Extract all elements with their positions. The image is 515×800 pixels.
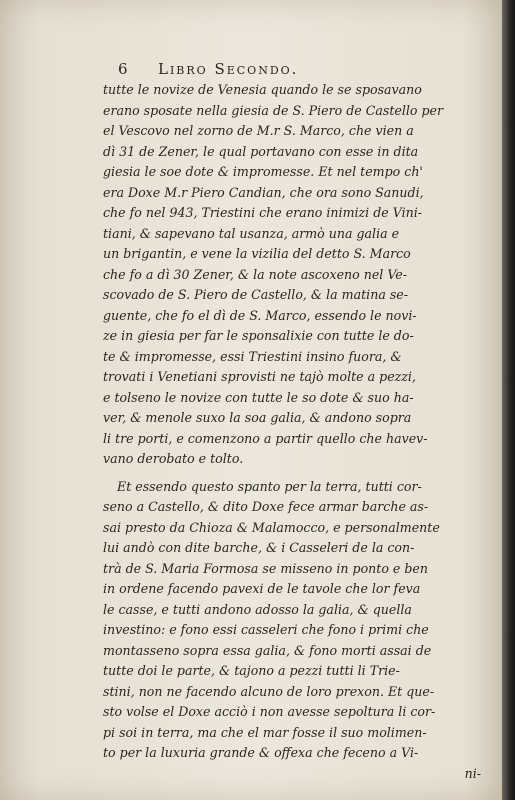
text-line: erano sposate nella giesia de S. Piero de Castello per [103,102,444,118]
text-line: investino: e fono essi casseleri che fono i primi che [103,622,429,637]
text-line: el Vescovo nel zorno de M.r S. Marco, che vien a [103,123,414,138]
text-line: giesia le soe dote & impromesse. Et nel tempo ch' [103,164,423,179]
text-line: trà de S. Maria Formosa se misseno in ponto e ben [103,560,428,576]
text-line: stini, non ne facendo alcuno de loro prexon. Et que- [103,683,435,699]
text-line: tutte doi le parte, & tajono a pezzi tutti li Trie- [103,663,400,678]
text-line: te & impromesse, essi Triestini insino fuora, & [103,348,402,364]
text-line: vano derobato e tolto. [103,451,244,466]
text-line: tiani, & sapevano tal usanza, armò una galia e [103,225,400,241]
text-line: sto volse el Doxe acciò i non avesse sepoltura li cor- [103,704,436,719]
text-line: ver, & menole suxo la soa galia, & andono sopra [103,410,412,425]
running-title: Libro Secondo. [158,60,299,78]
text-line: trovati i Venetiani sprovisti ne tajò molte a pezzi, [103,369,416,384]
text-line: un brigantin, e vene la vizilia del detto S. Marco [103,246,411,261]
text-line: lui andò con dite barche, & i Casseleri de la con- [103,540,415,555]
text-line: e tolseno le novize con tutte le so dote & suo ha- [103,389,414,405]
text-line: Et essendo questo spanto per la terra, tutti cor- [117,478,422,494]
text-line: ze in giesia per far le sponsalixie con tutte le do- [103,328,414,343]
text-line: era Doxe M.r Piero Candian, che ora sono Sanudi, [103,184,424,200]
book-gutter-shadow [502,0,515,800]
text-line: dì 31 de Zener, le qual portavano con esse in dita [103,143,419,159]
paragraph-1 [103,80,481,470]
running-header [118,60,418,78]
text-line: che fo a dì 30 Zener, & la note ascoxeno nel Ve- [103,266,407,282]
text-line: pi soi in terra, ma che el mar fosse il suo molimen- [103,724,427,740]
text-line: seno a Castello, & dito Doxe fece armar barche as- [103,499,429,514]
text-line: sai presto da Chioza & Malamocco, e personalmente [103,519,440,535]
text-line: che fo nel 943, Triestini che erano inimizi de Vini- [103,205,423,220]
text-line: le casse, e tutti andono adosso la galia, & quella [103,601,412,617]
text-line: montasseno sopra essa galia, & fono morti assai de [103,642,432,658]
paragraph-gap [103,470,481,477]
text-line: guente, che fo el dì de S. Marco, essendo le novi- [103,307,417,323]
paragraph-2 [103,477,481,764]
text-line: li tre porti, e comenzono a partir quello che havev- [103,430,428,446]
catchword: ni- [464,765,481,781]
page-number: 6 [118,60,128,78]
body-text [103,80,481,784]
text-line: in ordene facendo pavexi de le tavole che lor feva [103,581,421,596]
text-line: scovado de S. Piero de Castello, & la matina se- [103,287,408,302]
text-line: to per la luxuria grande & offexa che feceno a Vi- [103,745,419,760]
text-line: tutte le novize de Venesia quando le se sposavano [103,82,422,97]
